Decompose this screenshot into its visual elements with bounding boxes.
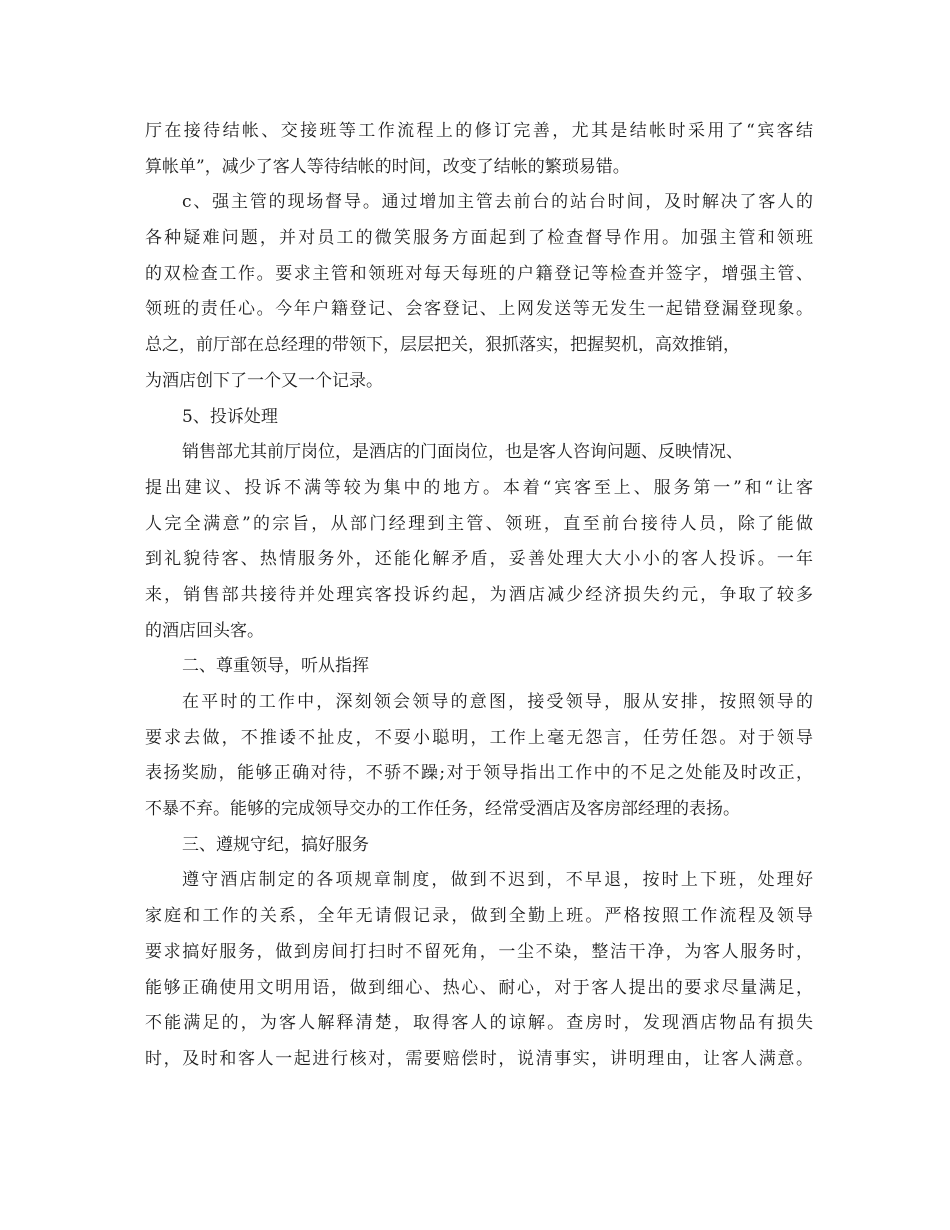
- text-line: 的双检查工作。要求主管和领班对每天每班的户籍登记等检查并签字，增强主管、: [145, 263, 813, 284]
- text-line: 5、投诉处理: [182, 406, 278, 427]
- text-line: 遵守酒店制定的各项规章制度，做到不迟到，不早退，按时上下班，处理好: [182, 870, 813, 891]
- text-line: 家庭和工作的关系，全年无请假记录，做到全勤上班。严格按照工作流程及领导: [145, 906, 813, 927]
- text-line: 在平时的工作中，深刻领会领导的意图，接受领导，服从安排，按照领导的: [182, 692, 813, 712]
- text-line: 三、遵规守纪，搞好服务: [182, 834, 369, 855]
- text-line: 领班的责任心。今年户籍登记、会客登记、上网发送等无发生一起错登漏登现象。: [145, 299, 813, 320]
- text-line: 能够正确使用文明用语，做到细心、热心、耐心，对于客人提出的要求尽量满足，: [145, 977, 813, 998]
- document-body: [145, 114, 813, 1078]
- text-line: 二、尊重领导，听从指挥: [182, 656, 369, 677]
- text-line: 人完全满意”的宗旨，从部门经理到主管、领班，直至前台接待人员，除了能做: [145, 513, 813, 534]
- text-line: 算帐单”，减少了客人等待结帐的时间，改变了结帐的繁琐易错。: [145, 156, 630, 177]
- text-line: 时，及时和客人一起进行核对，需要赔偿时，说清事实，讲明理由，让客人满意。: [145, 1048, 813, 1069]
- text-line: 为酒店创下了一个又一个记录。: [145, 370, 383, 391]
- text-line: 到礼貌待客、热情服务外，还能化解矛盾，妥善处理大大小小的客人投诉。一年: [145, 549, 813, 570]
- text-line: 销售部尤其前厅岗位，是酒店的门面岗位，也是客人咨询问题、反映情况、: [182, 442, 743, 463]
- text-line: 来，销售部共接待并处理宾客投诉约起，为酒店减少经济损失约元，争取了较多: [145, 584, 813, 605]
- text-line: 表扬奖励，能够正确对待，不骄不躁;对于领导指出工作中的不足之处能及时改正，: [145, 763, 813, 784]
- text-line: 要求去做，不推诿不扯皮，不耍小聪明，工作上毫无怨言，任劳任怨。对于领导: [145, 727, 813, 748]
- text-line: 厅在接待结帐、交接班等工作流程上的修订完善，尤其是结帐时采用了“宾客结: [145, 121, 813, 141]
- text-line: 总之，前厅部在总经理的带领下，层层把关，狠抓落实，把握契机，高效推销，: [145, 335, 740, 356]
- text-line: 提出建议、投诉不满等较为集中的地方。本着“宾客至上、服务第一”和“让客: [145, 477, 813, 498]
- text-line: 要求搞好服务，做到房间打扫时不留死角，一尘不染，整洁干净，为客人服务时，: [145, 941, 813, 962]
- text-line: 不能满足的，为客人解释清楚，取得客人的谅解。查房时，发现酒店物品有损失: [145, 1013, 813, 1034]
- text-line: 不暴不弃。能够的完成领导交办的工作任务，经常受酒店及客房部经理的表扬。: [145, 799, 740, 820]
- text-line: c、强主管的现场督导。通过增加主管去前台的站台时间，及时解决了客人的: [182, 192, 813, 213]
- text-line: 各种疑难问题，并对员工的微笑服务方面起到了检查督导作用。加强主管和领班: [145, 228, 813, 249]
- text-line: 的酒店回头客。: [145, 620, 264, 641]
